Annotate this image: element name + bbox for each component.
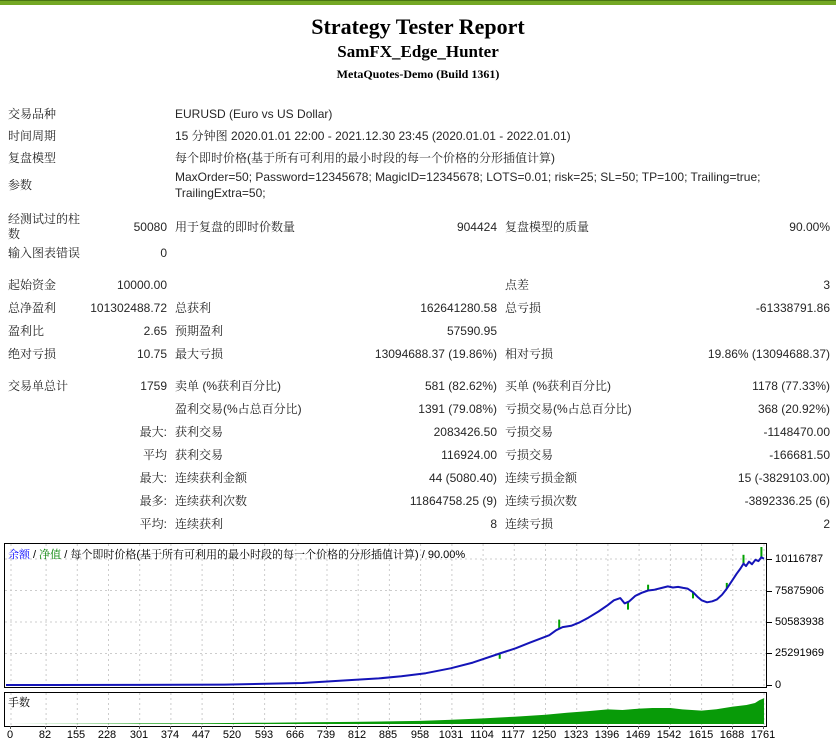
stat-value: 50080: [133, 219, 167, 234]
info-value: 15 分钟图 2020.01.01 22:00 - 2021.12.30 23:45 (2020.01.01 - 2022.01.01): [175, 129, 571, 143]
stat-label: 输入图表错误: [8, 246, 81, 260]
balance-chart-canvas: [5, 544, 766, 687]
stat-value: 162641280.58: [420, 301, 497, 315]
legend-separator-1: /: [30, 549, 40, 561]
x-axis-label: 1250: [531, 729, 557, 741]
y-axis-tick: [767, 559, 772, 560]
info-label: 复盘模型: [8, 151, 57, 165]
results-table: [8, 212, 836, 536]
stat-value: 10000.00: [116, 278, 167, 292]
chart-legend: [8, 546, 465, 562]
stat-label: 最大亏损: [175, 347, 224, 361]
stat-value: 581 (82.62%): [424, 379, 497, 393]
stat-value: 最大:: [139, 471, 167, 485]
stat-label: 连续获利次数: [175, 494, 248, 508]
balance-chart-area: [0, 543, 836, 743]
legend-equity: 净值: [39, 549, 62, 561]
stat-label: 获利交易: [175, 448, 224, 462]
x-axis-label: 739: [316, 729, 336, 741]
stat-label: 卖单 (%获利百分比): [175, 379, 281, 393]
report-header: [0, 14, 836, 82]
stat-label: 用于复盘的即时价数量: [175, 219, 296, 234]
stat-label: 连续亏损: [505, 517, 554, 531]
stat-value: 1391 (79.08%): [418, 402, 497, 416]
stat-value: 904424: [456, 219, 497, 234]
stat-value: 13094688.37 (19.86%): [374, 347, 497, 361]
info-label: 参数: [8, 178, 33, 192]
x-axis-label: 593: [254, 729, 274, 741]
lots-chart-canvas: [5, 693, 766, 726]
lots-chart: [4, 692, 767, 727]
stat-value: -166681.50: [769, 448, 830, 462]
x-axis-label: 82: [38, 729, 52, 741]
stat-label: 经测试过的柱数: [8, 212, 81, 241]
stat-label: 连续获利: [175, 517, 224, 531]
info-label: 时间周期: [8, 129, 57, 143]
stat-row: [8, 513, 836, 536]
stat-value: 最多:: [139, 494, 167, 508]
stat-label: 亏损交易(%占总百分比): [505, 402, 632, 416]
x-axis-label: 1688: [719, 729, 745, 741]
stat-row: [8, 274, 836, 297]
y-axis-label: 10116787: [775, 553, 824, 565]
stat-value: 10.75: [136, 347, 167, 361]
stat-label: 复盘模型的质量: [505, 219, 590, 234]
info-value: MaxOrder=50; Password=12345678; MagicID=12345678; LOTS=0.01; risk=25; SL=50; TP=100; Trailing=true; TrailingExtra=50;: [175, 170, 761, 200]
y-axis-tick: [767, 622, 772, 623]
x-axis-label: 1396: [594, 729, 620, 741]
stat-value: 57590.95: [446, 324, 497, 338]
stat-value: 2: [823, 517, 830, 531]
stat-row: [8, 297, 836, 320]
stat-label: 总亏损: [505, 301, 542, 315]
stat-value: 平均: [142, 448, 167, 462]
x-axis-label: 1469: [625, 729, 651, 741]
x-axis-label: 1104: [470, 729, 494, 741]
stat-value: 19.86% (13094688.37): [707, 347, 830, 361]
stat-value: -61338791.86: [755, 301, 830, 315]
stat-label: 买单 (%获利百分比): [505, 379, 611, 393]
stat-label: 连续亏损次数: [505, 494, 578, 508]
stat-value: 2.65: [143, 324, 167, 338]
stat-label: 绝对亏损: [8, 347, 57, 361]
page-title: Strategy Tester Report: [311, 14, 525, 39]
stat-row: [8, 490, 836, 513]
x-axis-label: 0: [6, 729, 14, 741]
x-axis-label: 885: [378, 729, 398, 741]
x-axis-label: 520: [222, 729, 242, 741]
x-axis-label: 301: [129, 729, 149, 741]
stat-label: 盈利交易(%占总百分比): [175, 402, 302, 416]
stat-label: 点差: [505, 278, 530, 292]
stat-value: 368 (20.92%): [757, 402, 830, 416]
y-axis-label: 25291969: [775, 647, 824, 659]
y-axis-tick: [767, 591, 772, 592]
info-value: EURUSD (Euro vs US Dollar): [175, 107, 333, 121]
x-axis-label: 958: [410, 729, 430, 741]
stat-value: 101302488.72: [90, 301, 167, 315]
stat-value: 11864758.25 (9): [409, 494, 497, 508]
balance-chart: [4, 543, 767, 688]
server-build: MetaQuotes-Demo (Build 1361): [336, 67, 500, 81]
stat-value: 90.00%: [789, 219, 830, 234]
y-axis-label: 50583938: [775, 616, 824, 628]
legend-model-text: / 每个即时价格(基于所有可利用的最小时段的每一个价格的分形插值计算) / 90.00%: [61, 549, 466, 561]
stat-label: 总净盈利: [8, 301, 57, 315]
stat-row: [8, 375, 836, 398]
info-row: [8, 103, 836, 125]
stat-label: 连续获利金额: [175, 471, 248, 485]
x-axis-label: 228: [97, 729, 117, 741]
x-axis-label: 447: [191, 729, 211, 741]
x-axis-label: 812: [347, 729, 367, 741]
x-axis-label: 374: [160, 729, 180, 741]
stat-label: 交易单总计: [8, 379, 69, 393]
stat-label: 相对亏损: [505, 347, 554, 361]
stat-row: [8, 320, 836, 343]
y-axis-tick: [767, 685, 772, 686]
x-axis-label: 666: [285, 729, 305, 741]
stat-row: [8, 421, 836, 444]
stat-label: 连续亏损金额: [505, 471, 578, 485]
stat-value: 平均:: [139, 517, 167, 531]
info-row: [8, 147, 836, 169]
stat-label: 总获利: [175, 301, 212, 315]
info-row: [8, 169, 836, 201]
stat-value: 3: [823, 278, 830, 292]
x-axis-label: 1177: [501, 729, 525, 741]
stat-value: 2083426.50: [433, 425, 497, 439]
info-label: 交易品种: [8, 107, 57, 121]
x-axis-label: 1323: [563, 729, 589, 741]
stat-label: 盈利比: [8, 324, 45, 338]
stat-label: 亏损交易: [505, 425, 554, 439]
x-axis-label: 1761: [750, 729, 776, 741]
stat-value: 1178 (77.33%): [752, 379, 830, 393]
y-axis-label: 0: [775, 679, 782, 691]
legend-balance: 余额: [8, 549, 30, 561]
stat-value: 8: [490, 517, 497, 531]
stat-value: -3892336.25 (6): [744, 494, 830, 508]
y-axis-label: 75875906: [775, 585, 824, 597]
stat-row: [8, 467, 836, 490]
x-axis-label: 155: [66, 729, 86, 741]
stat-value: -1148470.00: [763, 425, 830, 439]
stat-value: 15 (-3829103.00): [737, 471, 830, 485]
stat-label: 起始资金: [8, 278, 57, 292]
stat-label: 亏损交易: [505, 448, 554, 462]
stat-row: [8, 212, 836, 242]
y-axis-tick: [767, 653, 772, 654]
stat-value: 116924.00: [441, 448, 497, 462]
stat-row: [8, 343, 836, 366]
x-axis-label: 1031: [438, 729, 464, 741]
x-axis-label: 1542: [656, 729, 682, 741]
stat-row: [8, 398, 836, 421]
top-accent-bar: [0, 0, 836, 5]
stat-value: 1759: [140, 379, 167, 393]
stat-value: 0: [160, 246, 167, 260]
info-value: 每个即时价格(基于所有可利用的最小时段的每一个价格的分形插值计算): [175, 151, 555, 165]
stat-label: 获利交易: [175, 425, 224, 439]
stat-label: 预期盈利: [175, 324, 224, 338]
stat-value: 最大:: [139, 425, 167, 439]
lots-label: 手数: [8, 697, 30, 709]
stat-row: [8, 242, 836, 265]
info-row: [8, 125, 836, 147]
stat-value: 44 (5080.40): [428, 471, 497, 485]
x-axis-label: 1615: [688, 729, 714, 741]
settings-table: [8, 103, 836, 201]
stat-row: [8, 444, 836, 467]
expert-name: SamFX_Edge_Hunter: [337, 42, 499, 61]
